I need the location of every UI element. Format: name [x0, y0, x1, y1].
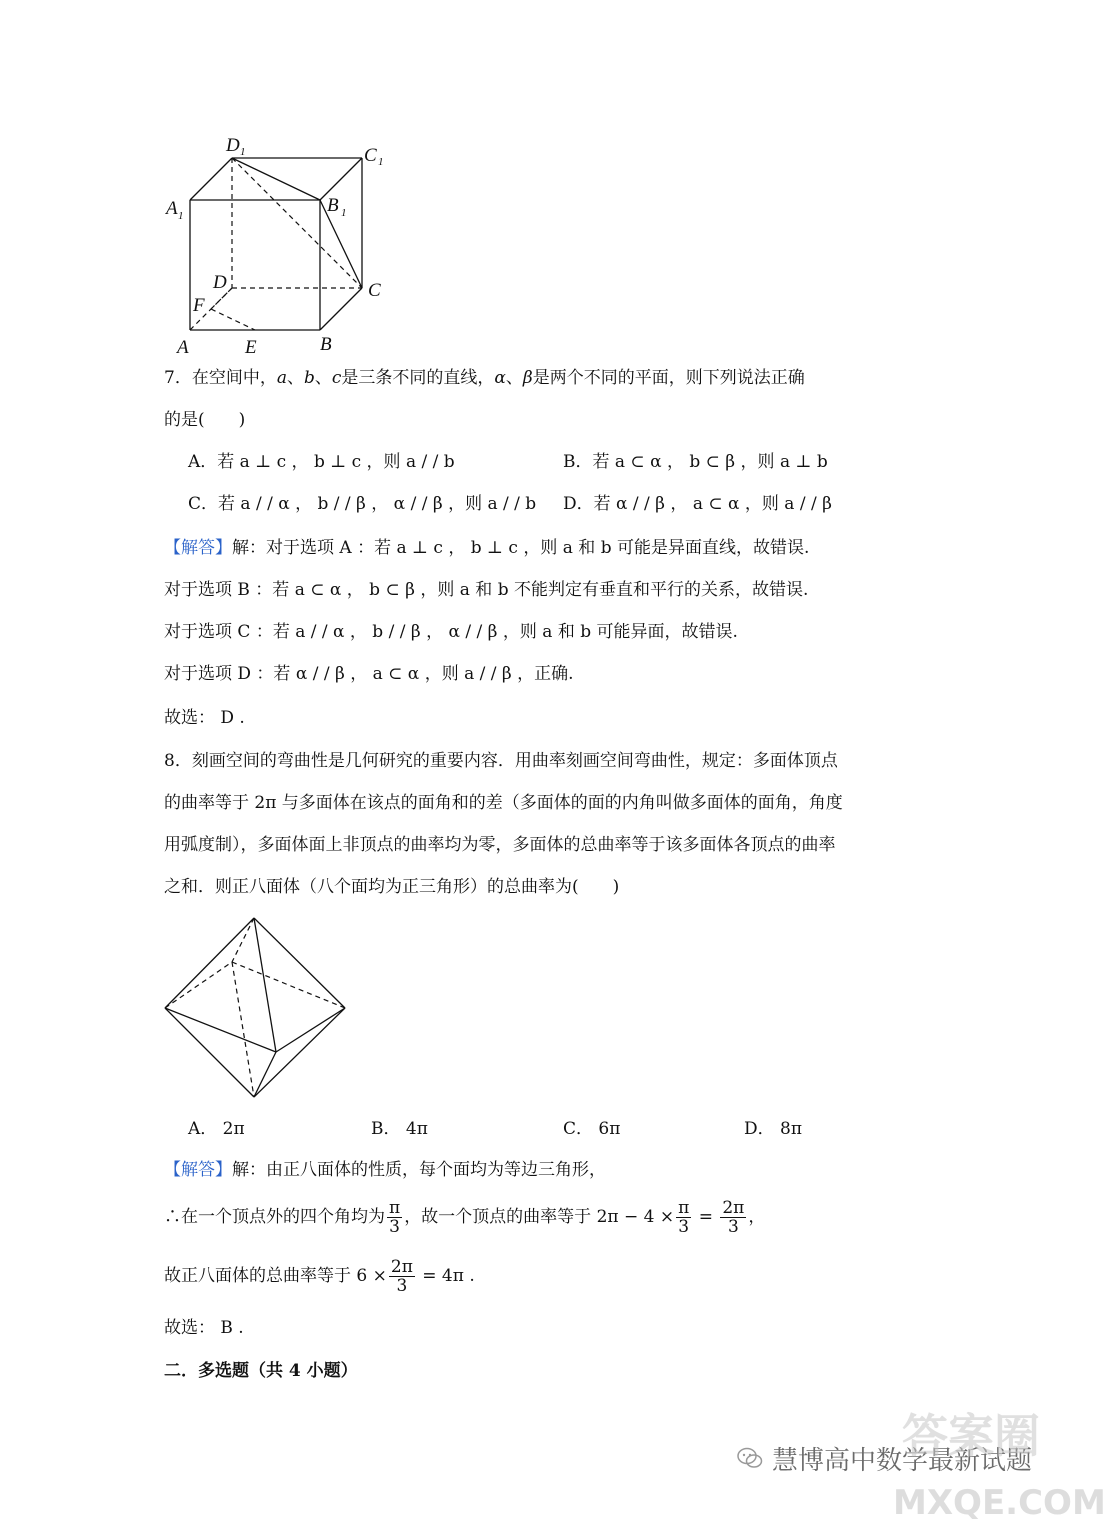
q7-option-b: B．若 a ⊂ α ， b ⊂ β ，则 a ⊥ b	[563, 452, 828, 472]
watermark-logo: 答案圈	[902, 1409, 1040, 1463]
q8-stem-line4: 之和．则正八面体（八个面均为正三角形）的总曲率为( )	[164, 877, 620, 897]
label-c: C	[368, 280, 381, 301]
cube-figure	[160, 130, 400, 365]
q8-answer-line2: ∴在一个顶点外的四个角均为 $\frac{\pi}{3}$ ，故一个顶点的曲率等于 2π − 4 × $\frac{\pi}{3}$ = $\frac{2\pi}{3}$ ，	[164, 1198, 766, 1237]
label-a1: A	[166, 198, 178, 219]
octahedron-figure	[155, 910, 355, 1105]
q7-answer-line2: 对于选项 B ：若 a ⊂ α ， b ⊂ β ，则 a 和 b 不能判定有垂直和平行的关系，故错误.	[164, 580, 809, 600]
label-b1-sub: 1	[341, 207, 347, 219]
fraction-2pi-over-3: $\frac{2\pi}{3}$	[722, 1198, 745, 1237]
label-c1: C	[364, 145, 377, 166]
answer-tag: 【解答】	[164, 1160, 232, 1180]
label-d1: D	[226, 135, 240, 156]
label-e: E	[245, 337, 257, 358]
q8-option-d: D． 8π	[744, 1119, 803, 1139]
q7-option-c: C．若 a / / α ， b / / β ， α / / β ，则 a / / b	[188, 494, 537, 514]
q8-option-b: B． 4π	[371, 1119, 428, 1139]
q7-answer-line3: 对于选项 C ：若 a / / α ， b / / β ， α / / β ，则 a 和 b 可能异面，故错误.	[164, 622, 738, 642]
answer-tag: 【解答】	[164, 538, 232, 558]
fraction-pi-over-3: $\frac{\pi}{3}$	[389, 1198, 401, 1237]
q7-answer-line1: 【解答】解：对于选项 A ：若 a ⊥ c ， b ⊥ c ，则 a 和 b 可能是异面直线，故错误.	[164, 538, 810, 558]
label-b: B	[320, 334, 332, 355]
watermark-site: MXQE.COM	[893, 1483, 1106, 1523]
label-c1-sub: 1	[378, 156, 384, 168]
label-a: A	[177, 337, 189, 358]
q8-answer-line3: 故正八面体的总曲率等于 6 × $\frac{2\pi}{3}$ = 4π .	[164, 1257, 475, 1296]
q7-option-a: A．若 a ⊥ c ， b ⊥ c ，则 a / / b	[188, 452, 455, 472]
section-heading: 二．多选题（共 4 小题）	[164, 1361, 358, 1381]
q7-stem-line1: 7．在空间中，a、b、c是三条不同的直线，α、β是两个不同的平面，则下列说法正确	[164, 368, 805, 388]
label-d1-sub: 1	[240, 146, 246, 158]
wechat-icon	[737, 1447, 763, 1469]
label-a1-sub: 1	[178, 210, 184, 222]
q7-option-d: D．若 α / / β ， a ⊂ α ，则 a / / β	[563, 494, 832, 514]
q7-stem-line2: 的是( )	[164, 410, 246, 430]
q8-stem-line2: 的曲率等于 2π 与多面体在该点的面角和的差（多面体的面的内角叫做多面体的面角，角度	[164, 793, 843, 813]
q8-answer-line1: 【解答】解：由正八面体的性质，每个面均为等边三角形，	[164, 1160, 606, 1180]
label-f: F	[193, 295, 205, 316]
q8-stem-line1: 8．刻画空间的弯曲性是几何研究的重要内容．用曲率刻画空间弯曲性，规定：多面体顶点	[164, 751, 838, 771]
q8-answer-choice: 故选： B .	[164, 1318, 244, 1338]
q8-option-a: A． 2π	[188, 1119, 245, 1139]
fraction-2pi-over-3: $\frac{2\pi}{3}$	[390, 1257, 413, 1296]
fraction-pi-over-3: $\frac{\pi}{3}$	[678, 1198, 690, 1237]
q7-answer-line4: 对于选项 D ：若 α / / β ， a ⊂ α ，则 a / / β ，正确.	[164, 664, 574, 684]
q8-option-c: C． 6π	[563, 1119, 621, 1139]
label-d: D	[213, 272, 227, 293]
q7-answer-choice: 故选： D .	[164, 708, 245, 728]
label-b1: B	[327, 195, 339, 216]
watermark-channel: 慧博高中数学最新试题	[772, 1446, 1033, 1476]
q8-stem-line3: 用弧度制），多面体面上非顶点的曲率均为零，多面体的总曲率等于该多面体各顶点的曲率	[164, 835, 836, 855]
